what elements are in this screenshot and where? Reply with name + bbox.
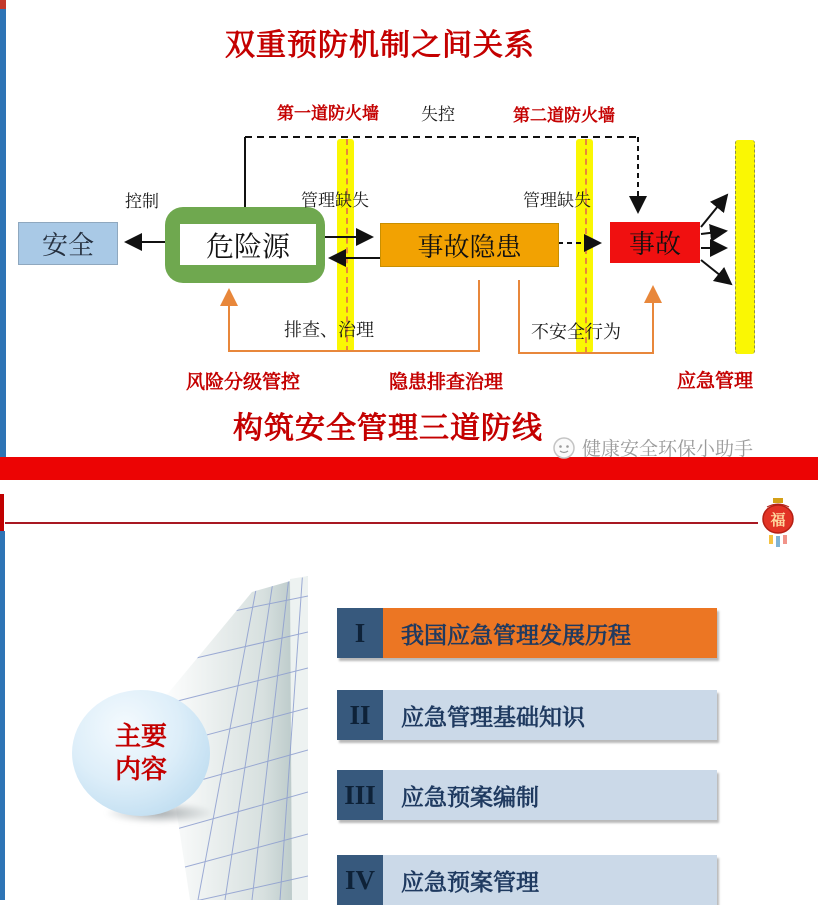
safety-box: 安全	[18, 222, 118, 265]
slide1-footer-title: 构筑安全管理三道防线	[233, 412, 543, 445]
hidden-danger-box: 事故隐患	[380, 223, 559, 267]
svg-text:福: 福	[770, 512, 786, 529]
firewall2-label: 第二道防火墙	[513, 106, 615, 125]
firewall1-label: 第一道防火墙	[277, 104, 379, 123]
slide1-title: 双重预防机制之间关系	[225, 29, 535, 62]
arrow-accident-out-4	[701, 260, 731, 284]
toc-item-2-label: 应急管理基础知识	[383, 690, 717, 740]
toc-item-3-label: 应急预案编制	[383, 770, 717, 820]
out-of-control-label: 失控	[421, 105, 455, 124]
arrow-accident-out-1	[701, 195, 727, 227]
risk-control-label: 风险分级管控	[186, 372, 301, 393]
toc-item-1-numeral: I	[337, 608, 383, 658]
hazard-source-box: 危险源	[180, 224, 316, 265]
slide2-left-border	[0, 531, 5, 900]
investigate-label: 排查、治理	[284, 320, 374, 340]
toc-item-2-numeral: II	[337, 690, 383, 740]
toc-item-3	[337, 770, 717, 820]
toc-item-2	[337, 690, 717, 740]
slide2-header-rule	[5, 522, 758, 524]
watermark	[551, 434, 753, 461]
control-label: 控制	[125, 192, 159, 211]
sphere-text-line2: 内容	[114, 754, 167, 784]
emergency-mgmt-label: 应急管理	[677, 371, 754, 392]
mgmt-missing-right-label: 管理缺失	[523, 191, 591, 210]
toc-item-4-numeral: IV	[337, 855, 383, 905]
accident-box: 事故	[610, 222, 700, 263]
mascot-icon	[551, 434, 578, 461]
main-contents-sphere	[72, 690, 210, 816]
toc-item-1-label: 我国应急管理发展历程	[383, 608, 717, 658]
danger-treatment-label: 隐患排查治理	[389, 372, 504, 393]
toc-item-1	[337, 608, 717, 658]
watermark-text: 健康安全环保小助手	[582, 439, 754, 460]
sphere-text-line1: 主要	[114, 721, 167, 751]
slide2-left-border-red-tip	[0, 494, 4, 531]
toc-item-3-numeral: III	[337, 770, 383, 820]
toc-item-4-label: 应急预案管理	[383, 855, 717, 905]
mgmt-missing-left-label: 管理缺失	[301, 191, 369, 210]
unsafe-behavior-label: 不安全行为	[531, 322, 621, 342]
lantern-icon	[757, 497, 799, 553]
toc-item-4	[337, 855, 717, 905]
arrow-accident-out-2	[701, 231, 726, 234]
slide-main-contents	[0, 480, 818, 900]
